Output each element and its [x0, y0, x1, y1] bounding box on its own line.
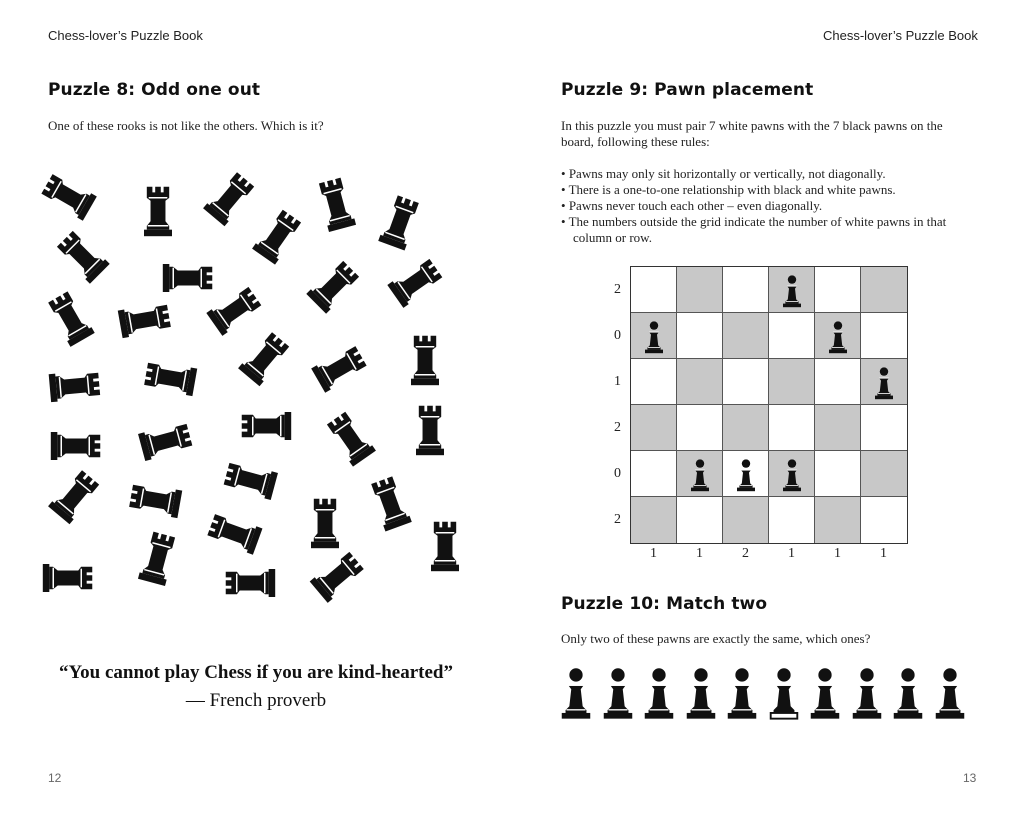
puzzle-8-question: One of these rooks is not like the others. Which is it? — [48, 118, 324, 133]
board-cell[interactable] — [769, 451, 815, 497]
quote-text: “You cannot play Chess if you are kind-hearted” — [59, 662, 453, 683]
chess-pawn-icon[interactable] — [765, 664, 803, 722]
puzzle-9-rules — [561, 166, 951, 246]
chess-rook-icon — [382, 250, 451, 315]
quote-attribution: — French proverb — [185, 690, 327, 711]
chess-pawn-icon — [779, 457, 805, 493]
column-clue: 1 — [788, 546, 795, 561]
board-cell[interactable] — [861, 405, 907, 451]
board-cell[interactable] — [861, 359, 907, 405]
board-cell[interactable] — [769, 267, 815, 313]
chess-rook-icon — [318, 404, 383, 473]
board-cell[interactable] — [723, 359, 769, 405]
chess-rook-icon — [42, 462, 109, 531]
board-cell[interactable] — [631, 451, 677, 497]
board-cell[interactable] — [815, 359, 861, 405]
column-clue: 2 — [742, 546, 749, 561]
pawn-placement-board — [630, 266, 908, 544]
chess-rook-icon — [39, 284, 102, 352]
puzzle-9-title: Puzzle 9: Pawn placement — [561, 80, 814, 100]
chess-pawn-icon[interactable] — [640, 664, 678, 722]
board-cell[interactable] — [631, 359, 677, 405]
chess-rook-icon — [138, 183, 178, 239]
chess-rook-icon — [300, 252, 368, 320]
chess-rook-icon — [232, 324, 299, 393]
board-cell[interactable] — [677, 313, 723, 359]
chess-rook-icon — [197, 164, 264, 233]
board-cell[interactable] — [631, 313, 677, 359]
chess-rook-icon — [362, 470, 419, 536]
chess-rook-icon — [372, 189, 429, 255]
chess-rook-icon — [45, 364, 104, 409]
chess-pawn-icon — [825, 319, 851, 355]
chess-pawn-icon — [733, 457, 759, 493]
chess-rook-icon — [131, 526, 184, 590]
running-header: Chess-lover’s Puzzle Book — [823, 28, 978, 43]
chess-rook-icon — [34, 165, 102, 228]
row-clue: 2 — [614, 282, 621, 297]
row-clue: 0 — [614, 328, 621, 343]
column-clue: 1 — [834, 546, 841, 561]
row-clue: 2 — [614, 420, 621, 435]
board-cell[interactable] — [769, 497, 815, 543]
chess-rook-icon — [48, 222, 116, 290]
board-cell[interactable] — [815, 451, 861, 497]
chess-rook-icon — [425, 518, 465, 574]
column-clue: 1 — [650, 546, 657, 561]
chess-pawn-icon — [641, 319, 667, 355]
pawn-lineup — [557, 664, 987, 726]
chess-rook-icon — [309, 172, 362, 236]
chess-rook-icon — [304, 543, 373, 610]
chess-rook-icon — [48, 426, 104, 466]
chess-rook-icon — [305, 495, 345, 551]
board-cell[interactable] — [815, 267, 861, 313]
chess-rook-icon — [405, 332, 445, 388]
chess-pawn-icon[interactable] — [889, 664, 927, 722]
board-cell[interactable] — [631, 497, 677, 543]
board-cell[interactable] — [723, 267, 769, 313]
chess-rook-icon — [306, 337, 374, 400]
board-cell[interactable] — [861, 267, 907, 313]
board-cell[interactable] — [769, 405, 815, 451]
column-clue: 1 — [880, 546, 887, 561]
board-cell[interactable] — [723, 313, 769, 359]
chess-rook-icon — [218, 453, 282, 506]
board-cell[interactable] — [677, 405, 723, 451]
chess-rook-icon — [238, 406, 294, 446]
board-cell[interactable] — [861, 497, 907, 543]
row-clue: 0 — [614, 466, 621, 481]
chess-pawn-icon — [871, 365, 897, 401]
board-cell[interactable] — [769, 313, 815, 359]
column-clue: 1 — [696, 546, 703, 561]
board-cell[interactable] — [769, 359, 815, 405]
puzzle-10-title: Puzzle 10: Match two — [561, 594, 768, 614]
board-cell[interactable] — [677, 497, 723, 543]
chess-rook-icon — [139, 353, 201, 402]
board-cell[interactable] — [677, 267, 723, 313]
board-cell[interactable] — [861, 313, 907, 359]
row-clue: 2 — [614, 512, 621, 527]
rule-item: • Pawns may only sit horizontally or vertically, not diagonally. — [561, 166, 951, 182]
chess-pawn-icon — [779, 273, 805, 309]
chess-rook-icon — [201, 505, 267, 562]
running-header: Chess-lover’s Puzzle Book — [48, 28, 203, 43]
puzzle-8-title: Puzzle 8: Odd one out — [48, 80, 261, 100]
chess-pawn-icon[interactable] — [723, 664, 761, 722]
chess-pawn-icon — [687, 457, 713, 493]
puzzle-9-intro: In this puzzle you must pair 7 white pawns with the 7 black pawns on the board, following these rules: — [561, 118, 943, 149]
board-cell[interactable] — [815, 497, 861, 543]
chess-rook-icon — [246, 202, 311, 271]
chess-pawn-icon[interactable] — [599, 664, 637, 722]
board-cell[interactable] — [723, 405, 769, 451]
chess-rook-icon — [134, 414, 198, 467]
chess-pawn-icon[interactable] — [682, 664, 720, 722]
board-cell[interactable] — [631, 405, 677, 451]
board-cell[interactable] — [723, 451, 769, 497]
chess-rook-icon — [222, 563, 278, 603]
board-cell[interactable] — [631, 267, 677, 313]
page-number: 12 — [48, 771, 62, 785]
chess-rook-icon — [410, 402, 450, 458]
board-cell[interactable] — [677, 359, 723, 405]
chess-pawn-icon[interactable] — [806, 664, 844, 722]
puzzle-10-question: Only two of these pawns are exactly the same, which ones? — [561, 631, 871, 646]
board-cell[interactable] — [861, 451, 907, 497]
chess-rook-icon — [40, 558, 96, 598]
board-cell[interactable] — [723, 497, 769, 543]
rule-item: • There is a one-to-one relationship with black and white pawns. — [561, 182, 951, 198]
rule-item: • Pawns never touch each other – even diagonally. — [561, 198, 951, 214]
board-cell[interactable] — [815, 405, 861, 451]
chess-rook-icon — [114, 295, 176, 344]
chess-pawn-icon[interactable] — [931, 664, 969, 722]
chess-pawn-icon[interactable] — [557, 664, 595, 722]
row-clue: 1 — [614, 374, 621, 389]
board-cell[interactable] — [677, 451, 723, 497]
chess-rook-icon — [124, 475, 186, 524]
chess-pawn-icon[interactable] — [848, 664, 886, 722]
page-number: 13 — [963, 771, 977, 785]
board-cell[interactable] — [815, 313, 861, 359]
rule-item: • The numbers outside the grid indicate the number of white pawns in that column or row. — [561, 214, 951, 246]
chess-rook-icon — [160, 258, 216, 298]
